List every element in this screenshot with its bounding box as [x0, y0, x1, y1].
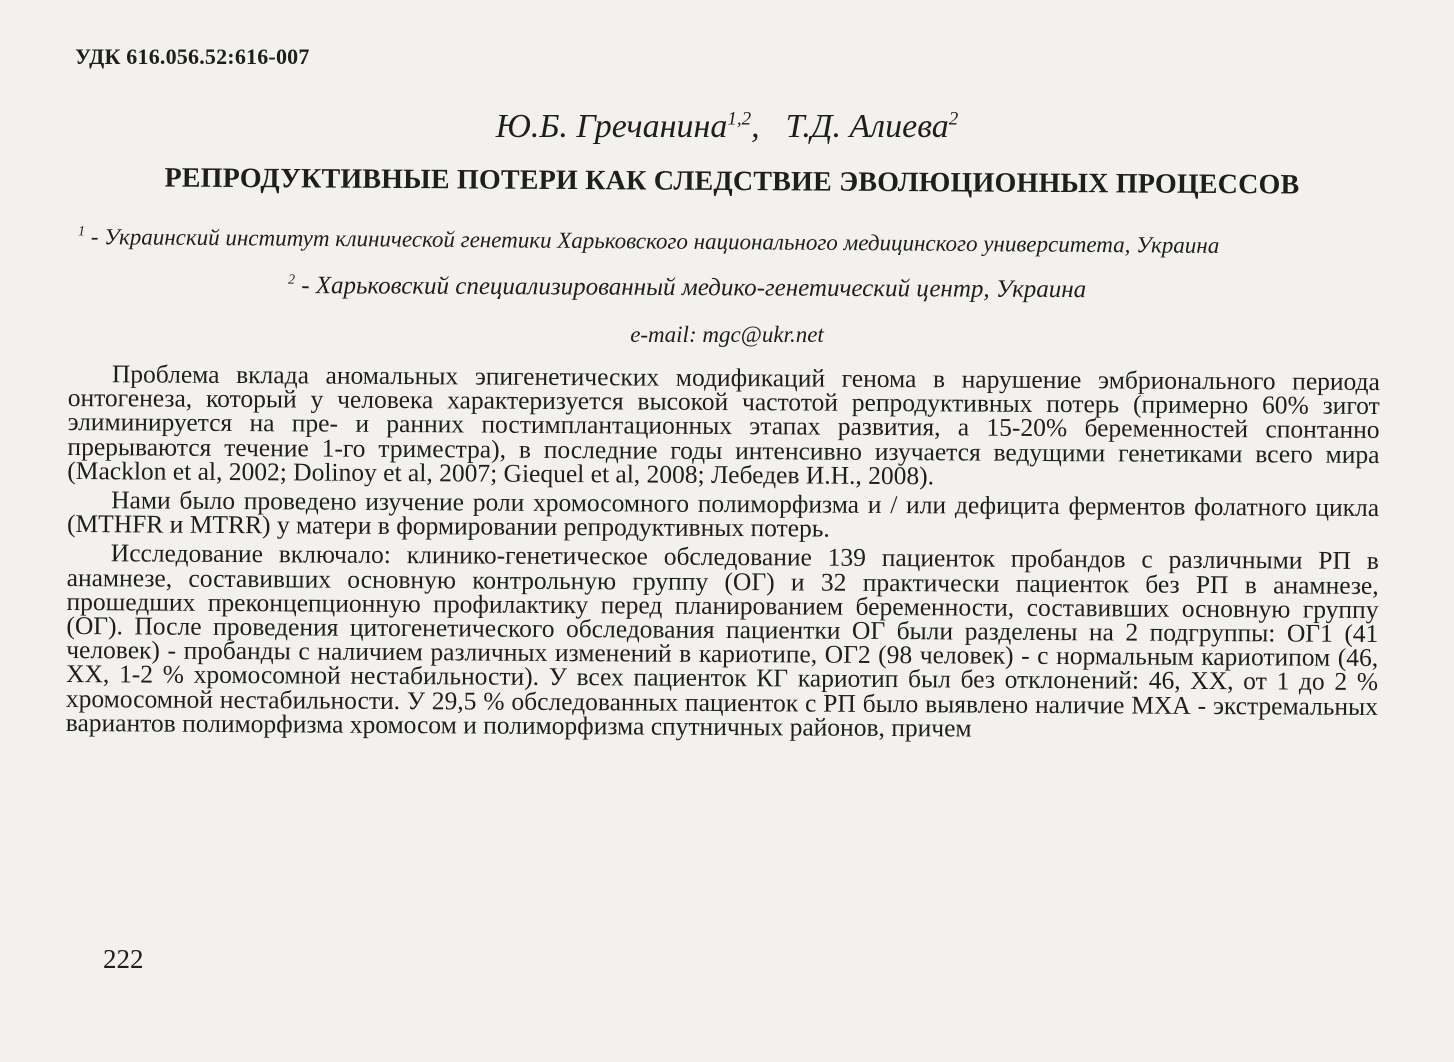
author-1-affiliation-mark: 1,2 [727, 108, 752, 130]
author-separator: , [751, 108, 760, 145]
affiliation-2-mark: 2 [287, 272, 296, 288]
author-2-affiliation-mark: 2 [948, 108, 959, 130]
author-1: Ю.Б. Гречанина [495, 108, 728, 145]
affiliation-2-text: - Харьковский специализированный медико-генетический центр, Украина [294, 272, 1087, 304]
author-2: Т.Д. Алиева [785, 108, 949, 145]
article-title: РЕПРОДУКТИВНЫЕ ПОТЕРИ КАК СЛЕДСТВИЕ ЭВОЛЮЦИОННЫХ ПРОЦЕССОВ [164, 162, 1300, 201]
paragraph-1: Проблема вклада аномальных эпигенетических модификаций генома в нарушение эмбрионального периода онтогенеза, который у человека характеризуется высокой частотой репродуктивных потерь (примерно 60% зигот элиминируется на пре- и ранних постимплантационных этапах развития, а 15-20% беременностей спонтанно прерываются течение 1-го триместра), в последние годы интенсивно изучается ведущими генетиками всего мира (Macklon et al, 2002; Dolinoy et al, 2007; Giequel et al, 2008; Лебедев И.Н., 2008). [67, 359, 1380, 491]
article-body [65, 359, 1380, 748]
affiliation-1-text: - Украинский институт клинической генетики Харьковского национального медицинского университета, Украина [84, 224, 1220, 258]
udk-code: УДК 616.056.52:616-007 [75, 44, 310, 69]
paragraph-3: Исследование включало: клинико-генетическое обследование 139 пациенток пробандов с различными РП в анамнезе, составивших основную контрольную группу (ОГ) и 32 практически пациенток без РП в анамнезе, прошедших преконцепционную профилактику перед планированием беременности, составивших основную группу (ОГ). После проведения цитогенетического обследования пациентки ОГ были разделены на 2 подгруппы: ОГ1 (41 человек) - пробанды с наличием различных изменений в кариотипе, ОГ2 (98 человек) - с нормальным кариотипом (46, XX, 1-2 % хромосомной нестабильности). У всех пациенток КГ кариотип был без отклонений: 46, XX, от 1 до 2 % хромосомной нестабильности. У 29,5 % обследованных пациенток с РП было выявлено наличие МХА - экстремальных вариантов полиморфизма хромосом и полиморфизма спутничных районов, причем [65, 538, 1379, 743]
page-number: 222 [103, 944, 144, 974]
contact-email: e-mail: mgc@ukr.net [630, 322, 824, 347]
author-line [0, 108, 1454, 146]
affiliation-2 [288, 272, 1086, 304]
paragraph-2: Нами было проведено изучение роли хромосомного полиморфизма и / или дефицита ферментов фолатного цикла (MTHFR и MTRR) у матери в формировании репродуктивных потерь. [66, 485, 1380, 543]
affiliation-1-mark: 1 [77, 224, 86, 240]
affiliation-1 [78, 224, 1219, 259]
